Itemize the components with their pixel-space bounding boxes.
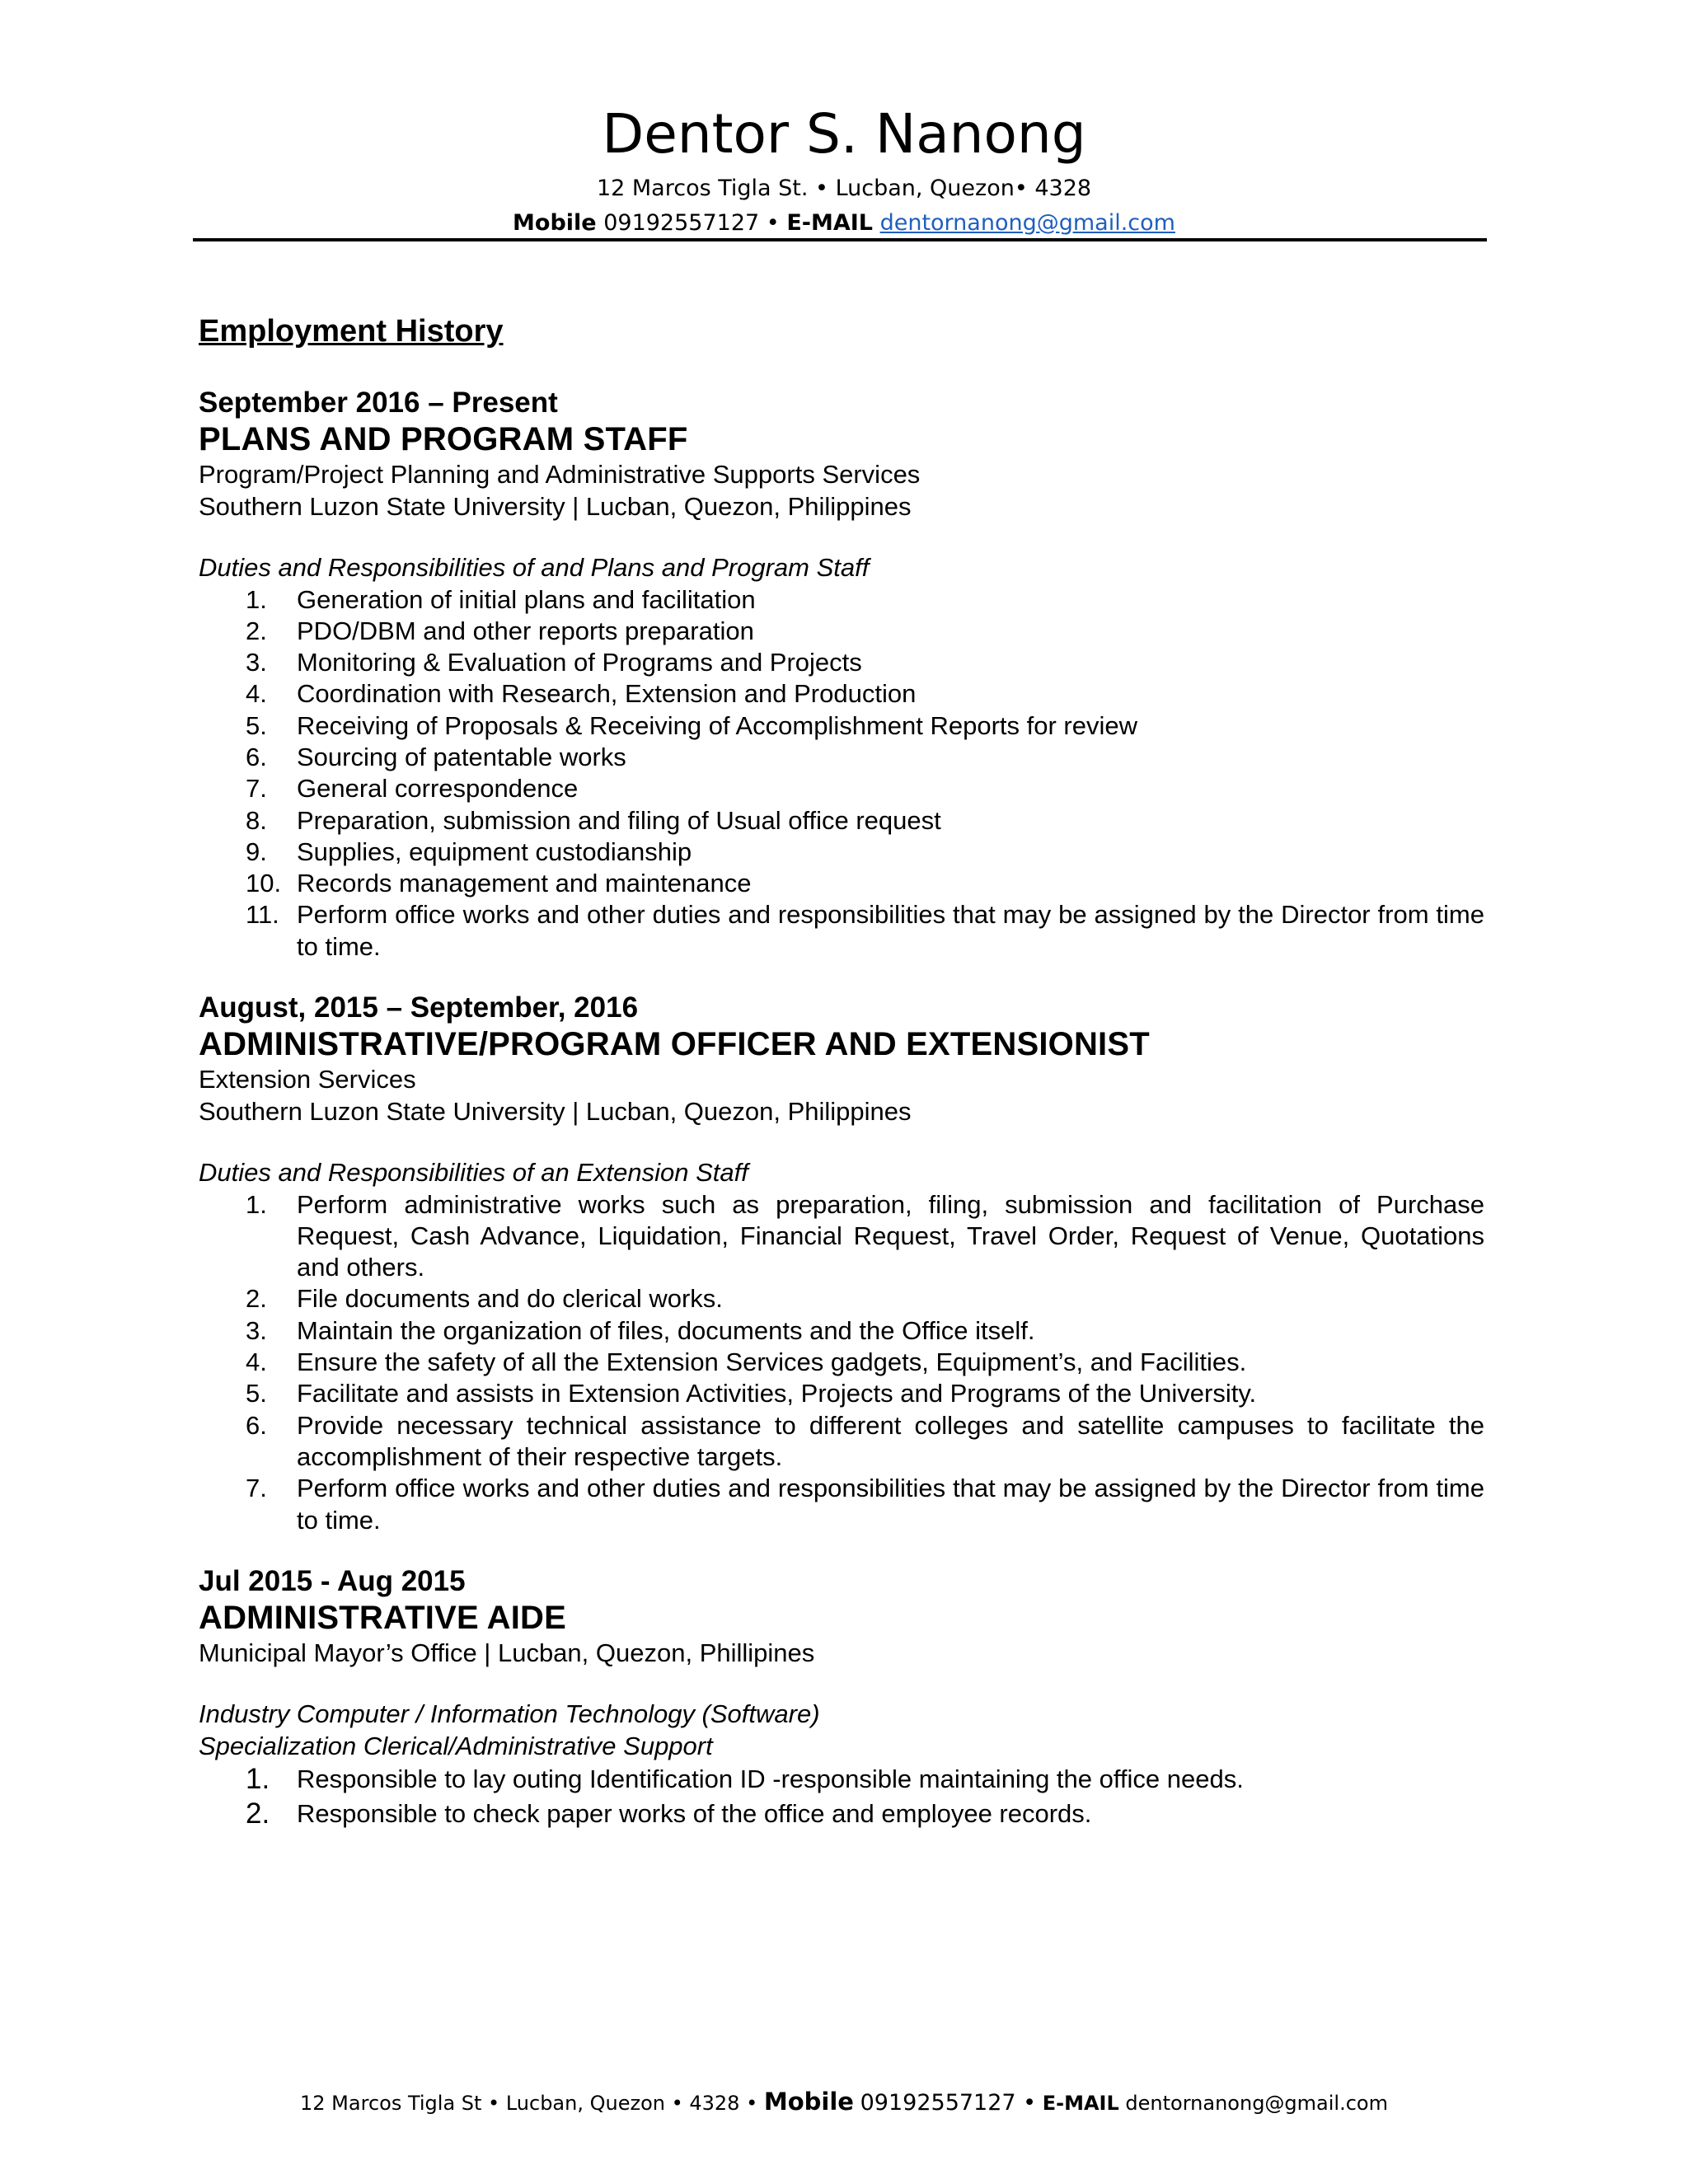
list-item: 1. Perform administrative works such as preparation, filing, submission and facilitation of Purchase Request, Cash Advance, Liquidation, Financial Request, Travel Order, Request of Venue, Quotations and others. [246,1189,1484,1282]
list-item: 3. Monitoring & Evaluation of Programs and Projects [246,648,862,677]
list-item: 3. Maintain the organization of files, documents and the Office itself. [246,1315,1035,1345]
duty-text: Supplies, equipment custodianship [297,837,692,866]
list-item: 5. Facilitate and assists in Extension Activities, Projects and Programs of the University. [246,1379,1257,1408]
industry-label: Industry Computer / Information Technology (Software) [199,1699,820,1728]
duty-text: Perform administrative works such as preparation, filing, submission and facilitation of Purchase Request, Cash Advance, Liquidation, Financial Request, Travel Order, Request of Venue, Quotations and others. [297,1189,1484,1282]
job-title: PLANS AND PROGRAM STAFF [199,421,688,457]
duty-text: Perform office works and other duties and responsibilities that may be assigned by the Director from time to time. [297,1474,1484,1535]
header-contact [0,206,1688,241]
duties-list [199,1762,1484,1831]
duties-list [199,1189,1484,1536]
job-entry [199,991,1484,1536]
duty-text: General correspondence [297,774,579,804]
list-item: 6. Sourcing of patentable works [246,742,626,771]
job-entry [199,1564,1484,1832]
duty-text: Facilitate and assists in Extension Activities, Projects and Programs of the University. [297,1379,1257,1408]
list-item: 7. General correspondence [246,774,579,804]
duty-text: Records management and maintenance [297,869,752,898]
duty-text: Sourcing of patentable works [297,742,626,771]
mobile-label: Mobile [513,210,597,236]
job-employer: Municipal Mayor’s Office | Lucban, Quezon, Phillipines [199,1638,815,1667]
duty-text: Provide necessary technical assistance to different colleges and satellite campuses to facilitate the accomplishment of their respective targets. [297,1410,1484,1471]
job-department: Program/Project Planning and Administrative Supports Services [199,460,921,489]
footer-email: dentornanong@gmail.com [1125,2092,1388,2115]
duty-text: Perform office works and other duties and responsibilities that may be assigned by the Director from time to time. [297,900,1484,961]
duty-text: Preparation, submission and filing of Usual office request [297,805,941,835]
list-item: 2. Responsible to check paper works of the office and employee records. [246,1797,1092,1830]
duty-text: Coordination with Research, Extension and Production [297,679,917,709]
job-date: September 2016 – Present [199,387,558,419]
specialization-label: Specialization Clerical/Administrative Support [199,1732,713,1761]
job-title: ADMINISTRATIVE/PROGRAM OFFICER AND EXTENSIONIST [199,1026,1150,1063]
duty-text: Responsible to lay outing Identification ID -responsible maintaining the office needs. [297,1765,1244,1794]
section-title: Employment History [199,314,504,349]
job-date: Jul 2015 - Aug 2015 [199,1564,466,1597]
footer-mobile-number: 09192557127 • [860,2090,1037,2116]
email-label: E-MAIL [786,210,873,236]
email-link[interactable]: dentornanong@gmail.com [879,210,1175,236]
footer-email-label: E-MAIL [1042,2092,1119,2115]
duties-label: Duties and Responsibilities of and Plans and Program Staff [199,553,870,582]
list-item: 4. Coordination with Research, Extension and Production [246,679,917,709]
list-item: 2. File documents and do clerical works. [246,1284,723,1314]
duty-text: Generation of initial plans and facilitation [297,584,756,614]
job-employer: Southern Luzon State University | Lucban, Quezon, Philippines [199,492,912,521]
job-department: Extension Services [199,1065,416,1094]
list-item: 1. Responsible to lay outing Identification ID -responsible maintaining the office needs. [246,1763,1244,1796]
list-item: 10. Records management and maintenance [246,869,752,898]
job-employer: Southern Luzon State University | Lucban, Quezon, Philippines [199,1097,912,1127]
duty-text: Responsible to check paper works of the office and employee records. [297,1799,1092,1829]
duty-text: Ensure the safety of all the Extension Services gadgets, Equipment’s, and Facilities. [297,1347,1247,1377]
job-entry [199,386,1484,963]
list-item: 6. Provide necessary technical assistance to different colleges and satellite campuses to facilitate the accomplishment of their respective targets. [246,1410,1484,1471]
candidate-name: Dentor S. Nanong [602,102,1086,166]
footer-address: 12 Marcos Tigla St • Lucban, Quezon • 4328 • [300,2092,758,2115]
mobile-number: 09192557127 [603,210,760,236]
list-item: 9. Supplies, equipment custodianship [246,837,692,866]
duties-list [199,584,1484,963]
list-item: 11. Perform office works and other duties and responsibilities that may be assigned by the Director from time to time. [246,900,1484,961]
duty-text: PDO/DBM and other reports preparation [297,616,754,645]
list-item: 2. PDO/DBM and other reports preparation [246,616,754,645]
list-item: 4. Ensure the safety of all the Extension Services gadgets, Equipment’s, and Facilities. [246,1347,1247,1377]
list-item: 8. Preparation, submission and filing of Usual office request [246,805,941,835]
list-item: 7. Perform office works and other duties and responsibilities that may be assigned by the Director from time to time. [246,1474,1484,1535]
job-title: ADMINISTRATIVE AIDE [199,1599,567,1636]
page-footer [0,2085,1688,2120]
job-date: August, 2015 – September, 2016 [199,991,639,1024]
duty-text: Monitoring & Evaluation of Programs and Projects [297,648,862,677]
header-address: 12 Marcos Tigla St. • Lucban, Quezon• 4328 [596,176,1092,201]
footer-mobile-label: Mobile [763,2088,854,2116]
duties-label: Duties and Responsibilities of an Extension Staff [199,1158,748,1188]
list-item: 5. Receiving of Proposals & Receiving of Accomplishment Reports for review [246,710,1138,740]
header-divider [193,238,1487,241]
resume-body [199,312,1484,1859]
duty-text: File documents and do clerical works. [297,1284,723,1314]
resume-header [0,97,1688,241]
contact-separator: • [766,210,780,236]
list-item: 1. Generation of initial plans and facilitation [246,584,756,614]
duty-text: Maintain the organization of files, documents and the Office itself. [297,1315,1035,1345]
duty-text: Receiving of Proposals & Receiving of Accomplishment Reports for review [297,710,1138,740]
